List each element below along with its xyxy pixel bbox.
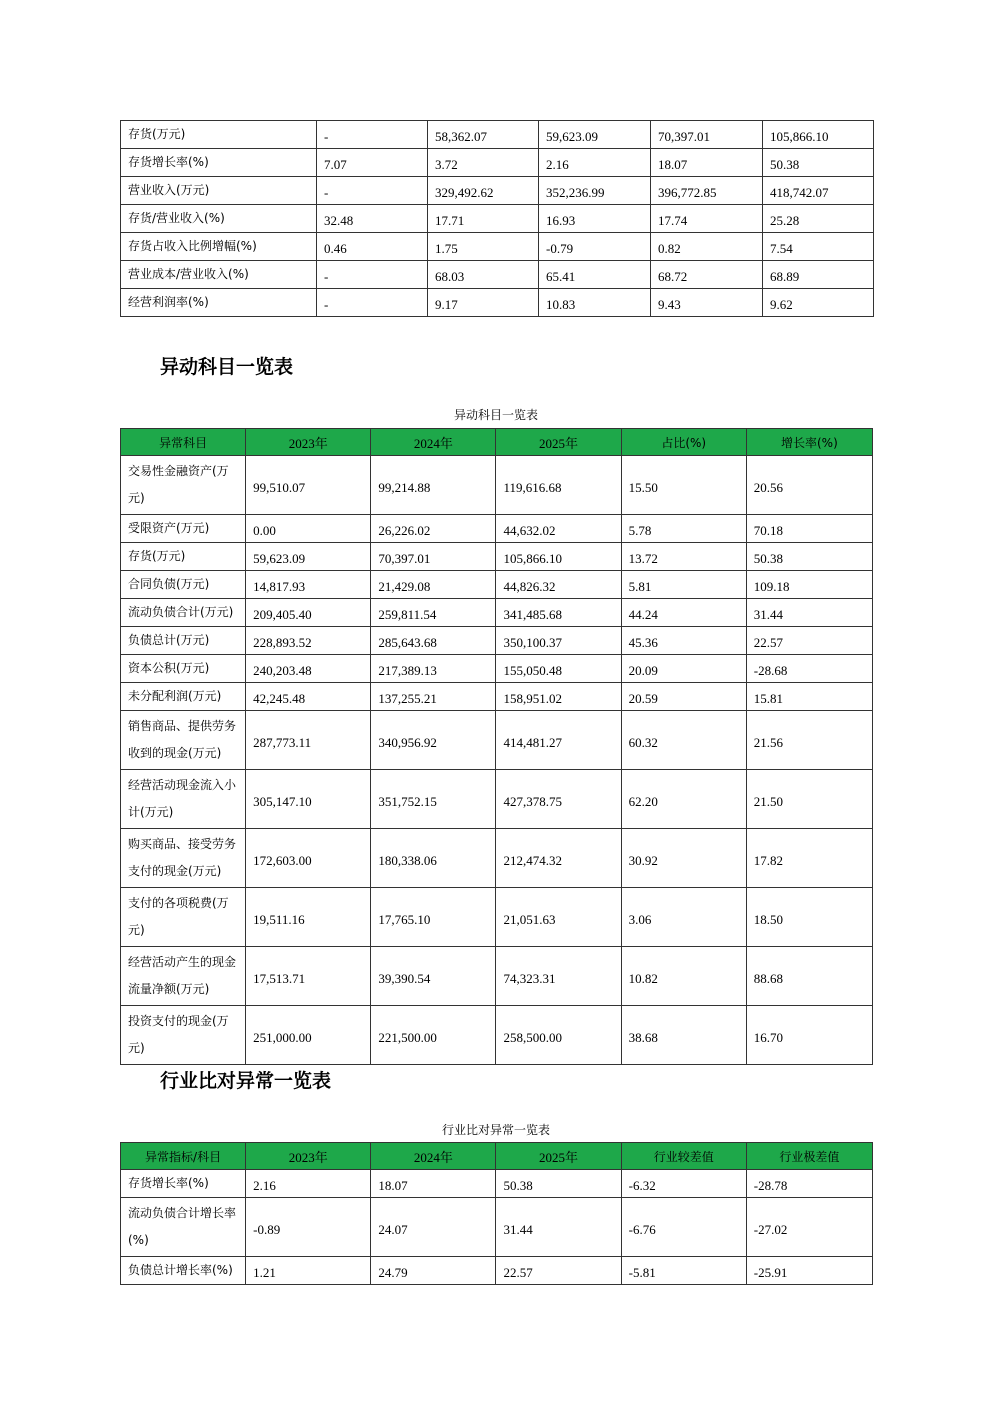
table-cell: 5.81 bbox=[621, 571, 746, 599]
table-cell: 42,245.48 bbox=[246, 683, 371, 711]
table-cell: 15.50 bbox=[621, 456, 746, 515]
table-cell: 3.72 bbox=[428, 149, 539, 177]
column-header: 2025年 bbox=[496, 1143, 621, 1170]
table-cell: 180,338.06 bbox=[371, 829, 496, 888]
table-cell: 2.16 bbox=[539, 149, 651, 177]
table-cell: 18.50 bbox=[746, 888, 872, 947]
table-cell: -5.81 bbox=[621, 1257, 746, 1285]
table-cell: 22.57 bbox=[496, 1257, 621, 1285]
table-cell: 9.43 bbox=[651, 289, 763, 317]
row-label: 营业收入(万元) bbox=[121, 177, 317, 205]
table-header-row bbox=[121, 429, 873, 456]
column-header: 2024年 bbox=[371, 429, 496, 456]
table-cell: 60.32 bbox=[621, 711, 746, 770]
table-cell: -0.89 bbox=[246, 1198, 371, 1257]
table-cell: 228,893.52 bbox=[246, 627, 371, 655]
table-cell: 259,811.54 bbox=[371, 599, 496, 627]
row-label: 投资支付的现金(万元) bbox=[121, 1006, 246, 1065]
table-cell: 30.92 bbox=[621, 829, 746, 888]
table-cell: 17,765.10 bbox=[371, 888, 496, 947]
table-cell: 7.07 bbox=[317, 149, 428, 177]
table-cell: 99,510.07 bbox=[246, 456, 371, 515]
table-cell: 3.06 bbox=[621, 888, 746, 947]
row-label: 负债总计增长率(%) bbox=[121, 1257, 246, 1285]
column-header: 异常指标/科目 bbox=[121, 1143, 246, 1170]
table-row bbox=[121, 627, 873, 655]
column-header: 占比(%) bbox=[621, 429, 746, 456]
table-cell: 50.38 bbox=[746, 543, 872, 571]
table-cell: 418,742.07 bbox=[763, 177, 874, 205]
table-cell: 99,214.88 bbox=[371, 456, 496, 515]
column-header: 2024年 bbox=[371, 1143, 496, 1170]
table-cell: 17.71 bbox=[428, 205, 539, 233]
table-cell: 10.82 bbox=[621, 947, 746, 1006]
table-cell: 68.89 bbox=[763, 261, 874, 289]
table-cell: 287,773.11 bbox=[246, 711, 371, 770]
column-header: 异常科目 bbox=[121, 429, 246, 456]
table-cell: 44.24 bbox=[621, 599, 746, 627]
table-row bbox=[121, 683, 873, 711]
table-cell: 341,485.68 bbox=[496, 599, 621, 627]
table-cell: 13.72 bbox=[621, 543, 746, 571]
table-row bbox=[121, 261, 874, 289]
table-cell: 50.38 bbox=[763, 149, 874, 177]
table-cell: 44,826.32 bbox=[496, 571, 621, 599]
section-heading-industry-comparison: 行业比对异常一览表 bbox=[160, 1070, 332, 1092]
industry-comparison-table bbox=[120, 1142, 873, 1285]
table-cell: 26,226.02 bbox=[371, 515, 496, 543]
table-row bbox=[121, 655, 873, 683]
table-cell: 427,378.75 bbox=[496, 770, 621, 829]
table-cell: 20.09 bbox=[621, 655, 746, 683]
table-cell: 50.38 bbox=[496, 1170, 621, 1198]
row-label: 存货(万元) bbox=[121, 121, 317, 149]
row-label: 受限资产(万元) bbox=[121, 515, 246, 543]
table-caption-industry-comparison: 行业比对异常一览表 bbox=[441, 1123, 550, 1137]
table-cell: 18.07 bbox=[651, 149, 763, 177]
table-cell: 158,951.02 bbox=[496, 683, 621, 711]
table-cell: 19,511.16 bbox=[246, 888, 371, 947]
inventory-metrics-table bbox=[120, 120, 874, 317]
table-row bbox=[121, 1170, 873, 1198]
table-cell: 105,866.10 bbox=[763, 121, 874, 149]
table-row bbox=[121, 770, 873, 829]
table-cell: 45.36 bbox=[621, 627, 746, 655]
table-row bbox=[121, 456, 873, 515]
column-header: 2023年 bbox=[246, 429, 371, 456]
table-cell: 24.79 bbox=[371, 1257, 496, 1285]
row-label: 存货增长率(%) bbox=[121, 1170, 246, 1198]
table-cell: 209,405.40 bbox=[246, 599, 371, 627]
table-cell: 70,397.01 bbox=[371, 543, 496, 571]
table-row bbox=[121, 711, 873, 770]
table-row bbox=[121, 888, 873, 947]
table-row bbox=[121, 289, 874, 317]
table-cell: 414,481.27 bbox=[496, 711, 621, 770]
table-cell: 21.56 bbox=[746, 711, 872, 770]
section-heading-abnormal-accounts: 异动科目一览表 bbox=[160, 356, 294, 378]
row-label: 购买商品、接受劳务支付的现金(万元) bbox=[121, 829, 246, 888]
table-cell: 32.48 bbox=[317, 205, 428, 233]
row-label: 资本公积(万元) bbox=[121, 655, 246, 683]
table-cell: 172,603.00 bbox=[246, 829, 371, 888]
table-cell: -6.32 bbox=[621, 1170, 746, 1198]
column-header: 行业较差值 bbox=[621, 1143, 746, 1170]
table-cell: 24.07 bbox=[371, 1198, 496, 1257]
table-cell: 2.16 bbox=[246, 1170, 371, 1198]
table-row bbox=[121, 947, 873, 1006]
table-cell: 9.62 bbox=[763, 289, 874, 317]
table-cell: 39,390.54 bbox=[371, 947, 496, 1006]
table-cell: 20.56 bbox=[746, 456, 872, 515]
table-cell: 22.57 bbox=[746, 627, 872, 655]
table-cell: 285,643.68 bbox=[371, 627, 496, 655]
table-cell: 14,817.93 bbox=[246, 571, 371, 599]
table-row bbox=[121, 205, 874, 233]
row-label: 负债总计(万元) bbox=[121, 627, 246, 655]
table-cell: 119,616.68 bbox=[496, 456, 621, 515]
table-cell: 0.00 bbox=[246, 515, 371, 543]
row-label: 存货(万元) bbox=[121, 543, 246, 571]
row-label: 未分配利润(万元) bbox=[121, 683, 246, 711]
table-cell: - bbox=[317, 177, 428, 205]
table-cell: -27.02 bbox=[746, 1198, 872, 1257]
table-cell: 258,500.00 bbox=[496, 1006, 621, 1065]
table-cell: 17,513.71 bbox=[246, 947, 371, 1006]
table-cell: 340,956.92 bbox=[371, 711, 496, 770]
table-cell: 9.17 bbox=[428, 289, 539, 317]
row-label: 支付的各项税费(万元) bbox=[121, 888, 246, 947]
table-cell: 44,632.02 bbox=[496, 515, 621, 543]
table-cell: 217,389.13 bbox=[371, 655, 496, 683]
table-cell: 16.70 bbox=[746, 1006, 872, 1065]
table-cell: 350,100.37 bbox=[496, 627, 621, 655]
row-label: 流动负债合计(万元) bbox=[121, 599, 246, 627]
row-label: 流动负债合计增长率(%) bbox=[121, 1198, 246, 1257]
table-cell: 221,500.00 bbox=[371, 1006, 496, 1065]
table-cell: 351,752.15 bbox=[371, 770, 496, 829]
table-row bbox=[121, 571, 873, 599]
table-row bbox=[121, 149, 874, 177]
table-cell: 65.41 bbox=[539, 261, 651, 289]
table-cell: 31.44 bbox=[496, 1198, 621, 1257]
table-caption-abnormal-accounts: 异动科目一览表 bbox=[453, 408, 538, 422]
table-cell: 62.20 bbox=[621, 770, 746, 829]
row-label: 存货/营业收入(%) bbox=[121, 205, 317, 233]
table-row bbox=[121, 177, 874, 205]
abnormal-accounts-table bbox=[120, 428, 873, 1065]
table-cell: 396,772.85 bbox=[651, 177, 763, 205]
table-cell: 1.21 bbox=[246, 1257, 371, 1285]
table-cell: 329,492.62 bbox=[428, 177, 539, 205]
row-label: 经营利润率(%) bbox=[121, 289, 317, 317]
table-cell: - bbox=[317, 289, 428, 317]
table-cell: 21,051.63 bbox=[496, 888, 621, 947]
table-cell: 68.03 bbox=[428, 261, 539, 289]
table-cell: 10.83 bbox=[539, 289, 651, 317]
table-cell: 68.72 bbox=[651, 261, 763, 289]
table-cell: 88.68 bbox=[746, 947, 872, 1006]
table-cell: 25.28 bbox=[763, 205, 874, 233]
table-cell: -28.68 bbox=[746, 655, 872, 683]
row-label: 经营活动产生的现金流量净额(万元) bbox=[121, 947, 246, 1006]
table-row bbox=[121, 1257, 873, 1285]
table-row bbox=[121, 543, 873, 571]
table-row bbox=[121, 233, 874, 261]
table-cell: 17.74 bbox=[651, 205, 763, 233]
table-cell: 137,255.21 bbox=[371, 683, 496, 711]
table-cell: 17.82 bbox=[746, 829, 872, 888]
table-cell: 240,203.48 bbox=[246, 655, 371, 683]
table-cell: 20.59 bbox=[621, 683, 746, 711]
row-label: 存货占收入比例增幅(%) bbox=[121, 233, 317, 261]
table-cell: 212,474.32 bbox=[496, 829, 621, 888]
table-cell: 70,397.01 bbox=[651, 121, 763, 149]
table-row bbox=[121, 829, 873, 888]
table-cell: 18.07 bbox=[371, 1170, 496, 1198]
table-cell: 109.18 bbox=[746, 571, 872, 599]
row-label: 销售商品、提供劳务收到的现金(万元) bbox=[121, 711, 246, 770]
table-row bbox=[121, 599, 873, 627]
table-cell: 5.78 bbox=[621, 515, 746, 543]
row-label: 经营活动现金流入小计(万元) bbox=[121, 770, 246, 829]
table-cell: 70.18 bbox=[746, 515, 872, 543]
table-row bbox=[121, 515, 873, 543]
row-label: 合同负债(万元) bbox=[121, 571, 246, 599]
column-header: 2023年 bbox=[246, 1143, 371, 1170]
table-cell: 15.81 bbox=[746, 683, 872, 711]
table-cell: 59,623.09 bbox=[246, 543, 371, 571]
row-label: 存货增长率(%) bbox=[121, 149, 317, 177]
table-row bbox=[121, 121, 874, 149]
row-label: 营业成本/营业收入(%) bbox=[121, 261, 317, 289]
table-cell: 305,147.10 bbox=[246, 770, 371, 829]
table-cell: 352,236.99 bbox=[539, 177, 651, 205]
table-cell: 74,323.31 bbox=[496, 947, 621, 1006]
table-cell: 7.54 bbox=[763, 233, 874, 261]
table-header-row bbox=[121, 1143, 873, 1170]
table-row bbox=[121, 1198, 873, 1257]
table-row bbox=[121, 1006, 873, 1065]
table-cell: -6.76 bbox=[621, 1198, 746, 1257]
table-cell: 16.93 bbox=[539, 205, 651, 233]
table-cell: 0.46 bbox=[317, 233, 428, 261]
table-cell: 155,050.48 bbox=[496, 655, 621, 683]
table-cell: 21,429.08 bbox=[371, 571, 496, 599]
table-cell: 1.75 bbox=[428, 233, 539, 261]
table-cell: -25.91 bbox=[746, 1257, 872, 1285]
table-cell: 251,000.00 bbox=[246, 1006, 371, 1065]
row-label: 交易性金融资产(万元) bbox=[121, 456, 246, 515]
table-cell: 21.50 bbox=[746, 770, 872, 829]
table-cell: 38.68 bbox=[621, 1006, 746, 1065]
table-cell: -0.79 bbox=[539, 233, 651, 261]
column-header: 增长率(%) bbox=[746, 429, 872, 456]
table-cell: 59,623.09 bbox=[539, 121, 651, 149]
table-cell: 0.82 bbox=[651, 233, 763, 261]
table-cell: - bbox=[317, 261, 428, 289]
table-cell: - bbox=[317, 121, 428, 149]
column-header: 2025年 bbox=[496, 429, 621, 456]
table-cell: -28.78 bbox=[746, 1170, 872, 1198]
table-cell: 105,866.10 bbox=[496, 543, 621, 571]
table-cell: 31.44 bbox=[746, 599, 872, 627]
table-cell: 58,362.07 bbox=[428, 121, 539, 149]
column-header: 行业极差值 bbox=[746, 1143, 872, 1170]
